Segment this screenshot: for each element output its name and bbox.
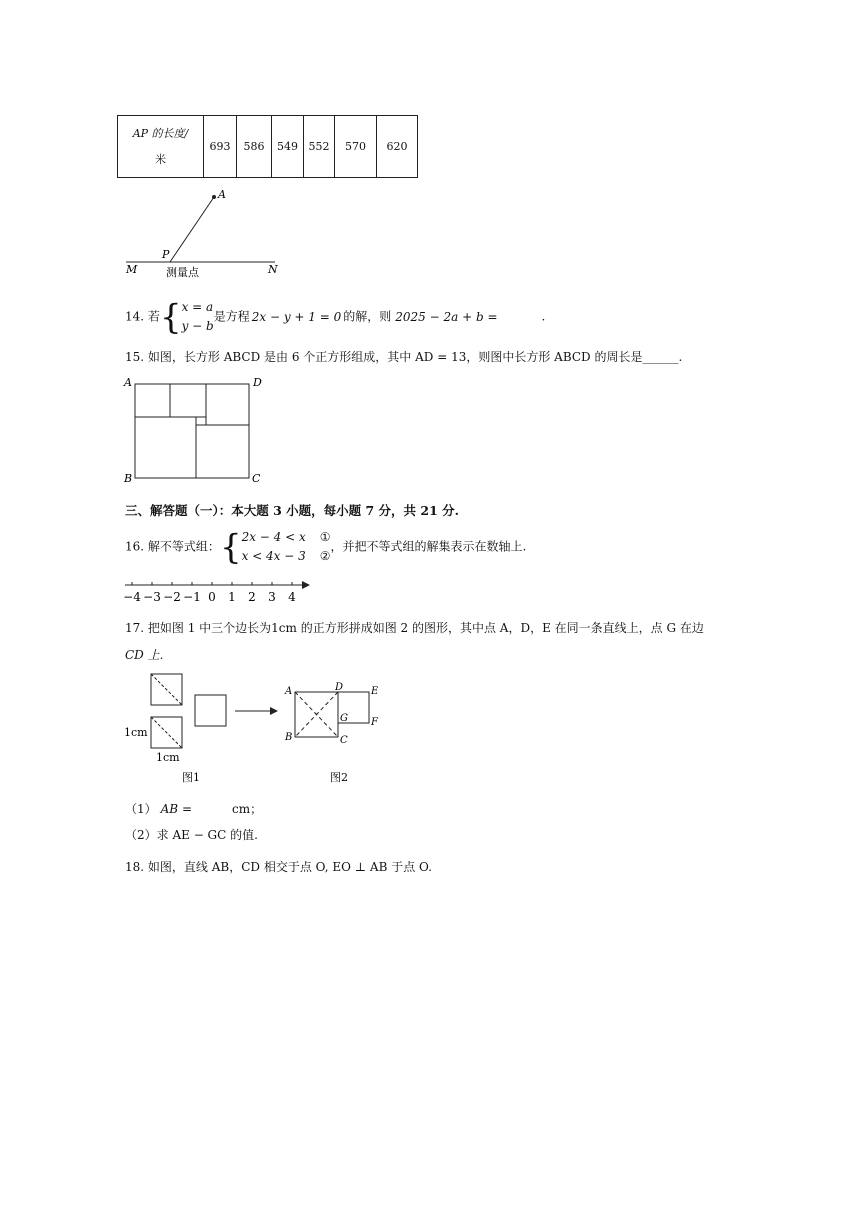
number-line-tick-label: 1 [228,590,236,604]
q14-expression: 2025 − 2a + b = [395,309,498,324]
point-a [212,195,216,199]
ap-length-table [117,115,418,178]
label-a: A [285,686,293,697]
label-d: D [253,376,262,389]
label-b: B [285,732,293,743]
question-17-part2: （2）求 AE − GC 的值. [125,828,258,842]
table-header-line1: AP 的长度/ [132,126,189,140]
q17-part1-unit: cm； [232,802,263,816]
number-line-tick-label: −2 [163,590,181,604]
q17-figures [120,670,410,790]
label-m: M [126,263,138,276]
fig1-caption: 图1 [182,771,200,784]
label-c: C [252,472,261,485]
side-label-1cm: 1cm [124,726,148,739]
label-a: A [124,376,132,389]
rectangle-abcd [135,384,249,478]
label-n: N [268,263,278,276]
q17-part1-prefix: （1） [125,802,157,816]
q14-eq2: y − b [181,319,214,333]
question-14 [125,298,545,336]
q16-prefix: 解不等式组： [147,539,220,554]
label-d: D [335,682,344,693]
table-cell: 620 [377,116,418,178]
number-line-tick-label: 4 [288,590,296,604]
label-g: G [340,713,348,724]
arrow-right-icon [270,707,278,715]
bottom-label-1cm: 1cm [156,751,180,764]
number-line-tick-label: 0 [208,590,216,604]
section-3-heading: 三、解答题（一）：本大题 3 小题，每小题 7 分，共 21 分. [125,503,460,518]
question-17-line2: CD 上. [125,648,164,662]
fig1-square-middle [195,695,226,726]
ray-pa [170,197,214,262]
number-line-tick-label: 2 [248,590,256,604]
label-p: P [162,248,170,261]
table-header-line2: 米 [155,152,166,166]
table-header-cell [118,116,204,178]
label-e: E [371,686,379,697]
question-15: 15. 如图，长方形 ABCD 是由 6 个正方形组成，其中 AD = 13，则图中长方形 ABCD 的周长是______. [125,350,683,364]
q14-number: 14. [125,309,145,324]
brace: { [219,527,242,568]
table-cell: 552 [304,116,335,178]
q17-part1-expr: AB = [160,802,192,816]
q16-ineq2: x < 4x − 3 [241,549,306,563]
q16-mark1: ① [319,530,331,544]
label-b: B [124,472,133,485]
fig1-diagonal [151,717,182,748]
number-line-tick-label: −1 [183,590,201,604]
fig1-diagonal [151,674,182,705]
question-16 [125,528,526,566]
number-line-tick-label: −4 [123,590,141,604]
q14-equation: 2x − y + 1 = 0 [251,309,342,324]
table-cell: 549 [272,116,304,178]
brace: { [159,297,182,338]
label-c: C [340,735,348,746]
table-cell: 570 [335,116,377,178]
label-a: A [218,188,226,201]
q16-mark2: ② [319,549,331,563]
question-17-line1: 17. 把如图 1 中三个边长为1cm 的正方形拼成如图 2 的图形，其中点 A，D，E 在同一条直线上，点 G 在边 [125,621,704,635]
fig2-caption: 图2 [330,771,348,784]
number-line-tick-label: 3 [268,590,276,604]
q16-number: 16. [125,539,145,554]
q16-system [242,528,306,566]
q14-middle: 是方程 [213,309,250,324]
q16-ineq1: 2x − 4 < x [241,530,306,544]
q14-system [182,298,214,336]
q14-eq1: x = a [181,300,214,314]
q14-after-eq: 的解，则 [343,309,392,324]
q16-marks [320,528,331,566]
table-cell: 586 [237,116,272,178]
arrow-right-icon [302,581,310,589]
table-cell: 693 [204,116,237,178]
mpn-figure [120,185,290,280]
q14-end: . [541,309,546,324]
rectangle-abcd-figure [120,372,270,488]
number-line-tick-label: −3 [143,590,161,604]
label-f: F [371,717,378,728]
q16-suffix: ，并把不等式组的解集表示在数轴上. [330,539,527,554]
q14-prefix: 若 [147,309,160,324]
question-18: 18. 如图，直线 AB，CD 相交于点 O, EO ⊥ AB 于点 O. [125,860,432,874]
number-line [120,576,320,606]
question-17-part1 [125,800,262,817]
caption-measure-point: 测量点 [166,266,199,279]
